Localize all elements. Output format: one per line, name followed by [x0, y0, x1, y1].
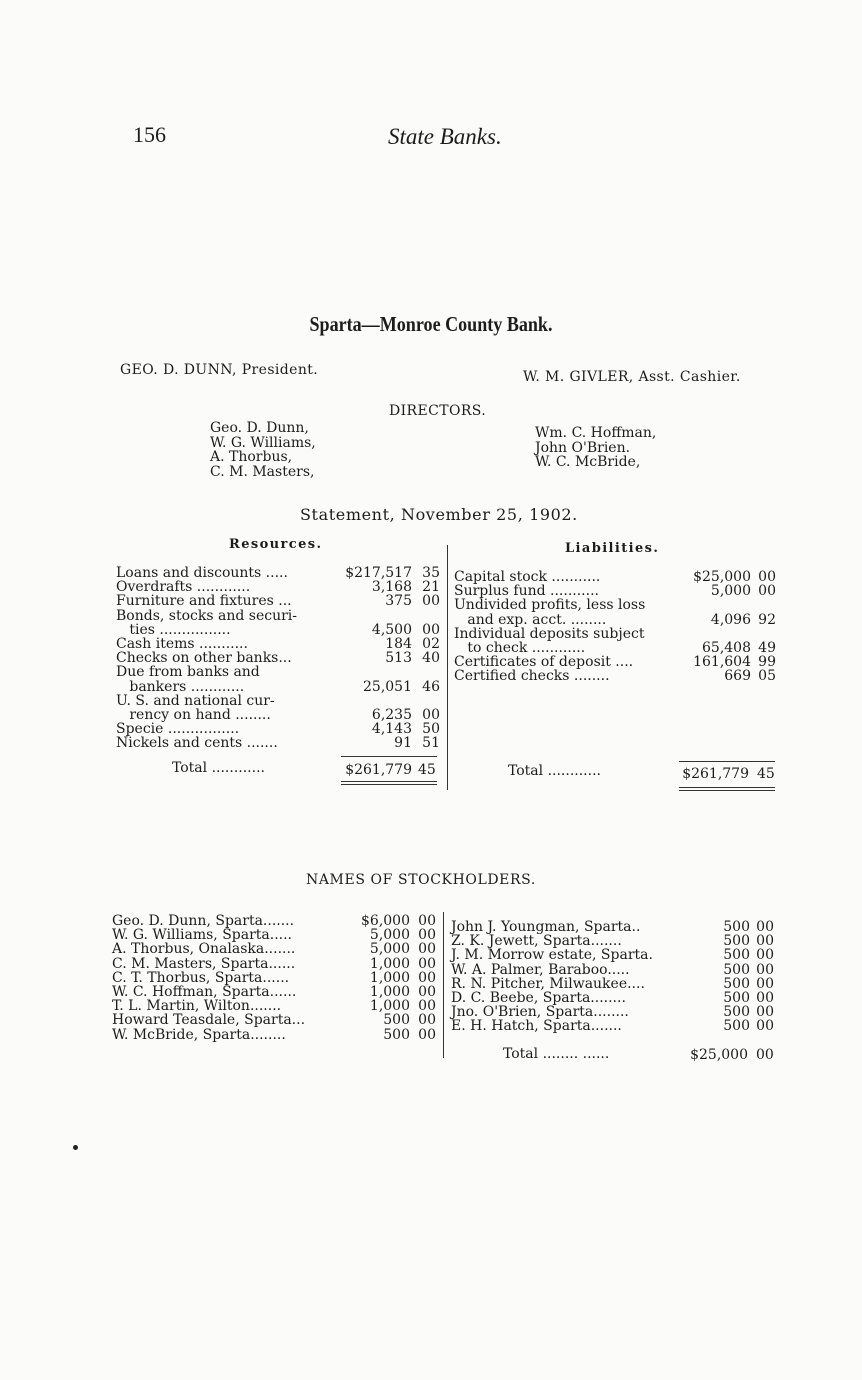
resource-row	[116, 637, 440, 651]
directors-heading: DIRECTORS.	[389, 403, 487, 419]
stockholder-row	[112, 985, 436, 999]
dollars-cell	[336, 609, 412, 623]
label-cell: W. A. Palmer, Baraboo.....	[451, 961, 630, 978]
dollars-cell: 375	[385, 593, 412, 610]
dollars-cell	[676, 598, 751, 612]
cents-cell: 35	[422, 565, 440, 581]
label-cell: to check ............	[454, 640, 586, 657]
director: John O'Brien.	[535, 439, 631, 456]
label-cell: rency on hand ........	[116, 707, 271, 724]
cents-cell: 00	[756, 1018, 774, 1035]
stockholders-right-table	[451, 920, 774, 1034]
dollars-cell	[676, 627, 751, 641]
label-cell: W. C. Hoffman, Sparta......	[112, 984, 297, 1001]
cents-cell: 00	[756, 961, 774, 978]
cents-cell: 00	[418, 1012, 436, 1029]
dollars-cell: 184	[385, 636, 412, 653]
running-head: State Banks.	[388, 124, 502, 149]
stockholder-row	[451, 1005, 774, 1019]
dollars-cell: 500	[723, 1004, 750, 1021]
label-cell: bankers ............	[116, 678, 245, 695]
resource-row	[116, 694, 440, 708]
dollars-cell: 500	[723, 961, 750, 978]
liability-row	[454, 598, 776, 612]
label-cell: Furniture and fixtures ...	[116, 593, 292, 610]
cents-cell: 00	[756, 1004, 774, 1021]
cents-cell: 00	[418, 927, 436, 944]
stockholder-row	[451, 948, 774, 962]
label-cell: W. G. Williams, Sparta.....	[112, 927, 293, 944]
liability-row	[454, 669, 776, 683]
dollars-cell: 500	[723, 975, 750, 992]
stockholder-row	[451, 920, 774, 934]
cents-cell	[412, 665, 440, 679]
dollars-cell: 669	[724, 668, 751, 685]
label-cell: Howard Teasdale, Sparta...	[112, 1012, 306, 1029]
label-cell: Checks on other banks...	[116, 650, 292, 667]
stockholders-total-cents: 00	[756, 1047, 774, 1063]
label-cell: J. M. Morrow estate, Sparta.	[451, 947, 653, 964]
cents-cell: 02	[422, 636, 440, 653]
stockholders-total-dollars: $25,000	[690, 1047, 748, 1063]
dollars-cell: 4,143	[371, 721, 412, 738]
cents-cell: 46	[422, 678, 440, 695]
dollars-cell	[336, 694, 412, 708]
column-divider	[443, 912, 444, 1058]
cents-cell: 00	[422, 707, 440, 724]
double-rule	[341, 781, 437, 782]
liabilities-total-dollars: $261,779	[682, 766, 749, 782]
cents-cell	[751, 627, 776, 641]
label-cell: Individual deposits subject	[454, 625, 645, 642]
liability-row	[454, 641, 776, 655]
resource-row	[116, 708, 440, 722]
liability-row	[454, 570, 776, 584]
resource-row	[116, 609, 440, 623]
dollars-cell: $25,000	[693, 569, 751, 585]
directors-left	[210, 421, 316, 479]
stockholder-row	[451, 963, 774, 977]
bank-name: Sparta—Monroe County Bank.	[309, 312, 553, 336]
page-number: 156	[133, 122, 166, 147]
cents-cell: 00	[422, 621, 440, 638]
dollars-cell: 500	[723, 933, 750, 950]
dollars-cell: 3,168	[371, 579, 412, 596]
stockholder-row	[451, 934, 774, 948]
label-cell: Nickels and cents .......	[116, 735, 278, 752]
cents-cell: 92	[758, 611, 776, 628]
cents-cell: 00	[418, 1026, 436, 1043]
label-cell: A. Thorbus, Onalaska.......	[112, 941, 296, 958]
stockholder-row	[451, 991, 774, 1005]
stockholder-row	[112, 1028, 436, 1042]
liability-row	[454, 613, 776, 627]
double-rule	[679, 790, 775, 791]
liability-row	[454, 627, 776, 641]
label-cell: Specie ................	[116, 721, 240, 738]
stockholder-row	[112, 999, 436, 1013]
stockholder-row	[112, 971, 436, 985]
stockholder-row	[451, 977, 774, 991]
stockholder-row	[112, 914, 436, 928]
cents-cell: 49	[758, 640, 776, 657]
cents-cell: 00	[758, 583, 776, 600]
cents-cell	[412, 609, 440, 623]
label-cell: ties ................	[116, 621, 231, 638]
cents-cell: 00	[418, 941, 436, 958]
dollars-cell: 5,000	[369, 941, 410, 958]
director: Wm. C. Hoffman,	[535, 425, 657, 441]
director: Geo. D. Dunn,	[210, 420, 309, 436]
resource-row	[116, 566, 440, 580]
cents-cell: 51	[422, 735, 440, 752]
label-cell: Cash items ...........	[116, 636, 248, 653]
stockholder-row	[451, 1019, 774, 1033]
dollars-cell: 500	[723, 947, 750, 964]
column-divider	[447, 545, 448, 790]
rule	[341, 756, 437, 757]
dollars-cell: 500	[383, 1026, 410, 1043]
dollars-cell: 4,096	[710, 611, 751, 628]
resources-heading: Resources.	[229, 537, 323, 552]
dollars-cell: 1,000	[369, 984, 410, 1001]
dollars-cell: 1,000	[369, 955, 410, 972]
directors-right	[535, 426, 656, 470]
label-cell: Surplus fund ...........	[454, 583, 599, 600]
label-cell: C. M. Masters, Sparta......	[112, 955, 296, 972]
dollars-cell: 161,604	[693, 654, 751, 671]
cents-cell: 00	[756, 975, 774, 992]
asst-cashier: W. M. GIVLER, Asst. Cashier.	[523, 369, 741, 385]
label-cell: John J. Youngman, Sparta..	[451, 919, 641, 935]
director: W. G. Williams,	[210, 434, 316, 451]
dollars-cell: 4,500	[371, 621, 412, 638]
label-cell: Undivided profits, less loss	[454, 597, 646, 614]
stockholder-row	[112, 942, 436, 956]
dollars-cell: 500	[723, 990, 750, 1007]
cents-cell: 05	[758, 668, 776, 685]
dollars-cell: 65,408	[702, 640, 751, 657]
label-cell: Z. K. Jewett, Sparta.......	[451, 933, 622, 950]
dollars-cell: 1,000	[369, 998, 410, 1015]
label-cell: Certified checks ........	[454, 668, 610, 685]
stockholders-total-label: Total ........ ......	[503, 1046, 610, 1062]
label-cell: Loans and discounts .....	[116, 565, 288, 581]
liability-row	[454, 584, 776, 598]
cents-cell: 00	[422, 593, 440, 610]
statement-title: Statement, November 25, 1902.	[300, 505, 578, 524]
resource-row	[116, 736, 440, 750]
dollars-cell: $217,517	[345, 565, 412, 581]
cents-cell	[751, 598, 776, 612]
rule	[679, 761, 775, 762]
stockholder-row	[112, 928, 436, 942]
label-cell: Overdrafts ............	[116, 579, 251, 596]
dollars-cell: $6,000	[361, 913, 410, 929]
dollars-cell: 500	[723, 1018, 750, 1035]
resource-row	[116, 665, 440, 679]
cents-cell: 99	[758, 654, 776, 671]
dollars-cell: 91	[394, 735, 412, 752]
cents-cell: 00	[418, 969, 436, 986]
liabilities-table-wrap	[454, 570, 776, 684]
label-cell: E. H. Hatch, Sparta.......	[451, 1018, 622, 1035]
liabilities-total-label: Total ............	[508, 763, 601, 779]
label-cell: Jno. O'Brien, Sparta........	[451, 1004, 629, 1021]
cents-cell: 00	[756, 933, 774, 950]
dollars-cell: 5,000	[369, 927, 410, 944]
cents-cell: 00	[758, 569, 776, 585]
liabilities-total-cents: 45	[757, 766, 775, 782]
president: GEO. D. DUNN, President.	[120, 362, 319, 378]
label-cell: U. S. and national cur-	[116, 692, 275, 709]
dollars-cell: 1,000	[369, 969, 410, 986]
label-cell: T. L. Martin, Wilton.......	[112, 998, 282, 1015]
resources-total-cents: 45	[418, 762, 436, 778]
resource-row	[116, 594, 440, 608]
dollars-cell: 5,000	[710, 583, 751, 600]
director: A. Thorbus,	[210, 449, 293, 465]
label-cell: and exp. acct. ........	[454, 611, 607, 628]
liability-row	[454, 655, 776, 669]
dollars-cell: 6,235	[371, 707, 412, 724]
stockholder-row	[112, 957, 436, 971]
dollars-cell: 25,051	[363, 678, 412, 695]
label-cell: C. T. Thorbus, Sparta......	[112, 969, 290, 986]
cents-cell: 00	[418, 913, 436, 929]
cents-cell: 50	[422, 721, 440, 738]
label-cell: D. C. Beebe, Sparta........	[451, 990, 626, 1007]
cents-cell: 00	[418, 955, 436, 972]
stockholders-heading: NAMES OF STOCKHOLDERS.	[306, 872, 536, 888]
stockholders-right-wrap	[451, 920, 774, 1034]
cents-cell: 00	[756, 990, 774, 1007]
cents-cell: 00	[756, 919, 774, 935]
director: W. C. McBride,	[535, 454, 641, 470]
liabilities-heading: Liabilities.	[565, 541, 660, 556]
resource-row	[116, 580, 440, 594]
cents-cell: 00	[756, 947, 774, 964]
resources-table	[116, 566, 440, 751]
double-rule	[341, 784, 437, 785]
director: C. M. Masters,	[210, 463, 315, 480]
resource-row	[116, 623, 440, 637]
label-cell: W. McBride, Sparta........	[112, 1026, 286, 1043]
resources-total-label: Total ............	[172, 760, 265, 776]
label-cell: Geo. D. Dunn, Sparta.......	[112, 913, 295, 929]
cents-cell: 00	[418, 984, 436, 1001]
dollars-cell: 500	[383, 1012, 410, 1029]
resources-table-wrap	[116, 566, 440, 751]
dollars-cell	[336, 665, 412, 679]
ink-speck	[73, 1145, 78, 1150]
label-cell: Bonds, stocks and securi-	[116, 607, 297, 624]
label-cell: Capital stock ...........	[454, 569, 601, 585]
cents-cell	[412, 694, 440, 708]
dollars-cell: 513	[385, 650, 412, 667]
cents-cell: 21	[422, 579, 440, 596]
resource-row	[116, 680, 440, 694]
label-cell: R. N. Pitcher, Milwaukee....	[451, 975, 645, 992]
cents-cell: 40	[422, 650, 440, 667]
cents-cell: 00	[418, 998, 436, 1015]
liabilities-table	[454, 570, 776, 684]
label-cell: Certificates of deposit ....	[454, 654, 634, 671]
double-rule	[679, 787, 775, 788]
dollars-cell: 500	[723, 919, 750, 935]
resource-row	[116, 722, 440, 736]
stockholder-row	[112, 1013, 436, 1027]
stockholders-left-table	[112, 914, 436, 1042]
label-cell: Due from banks and	[116, 664, 260, 681]
resources-total-dollars: $261,779	[345, 762, 412, 778]
resource-row	[116, 651, 440, 665]
stockholders-left-wrap	[112, 914, 436, 1042]
